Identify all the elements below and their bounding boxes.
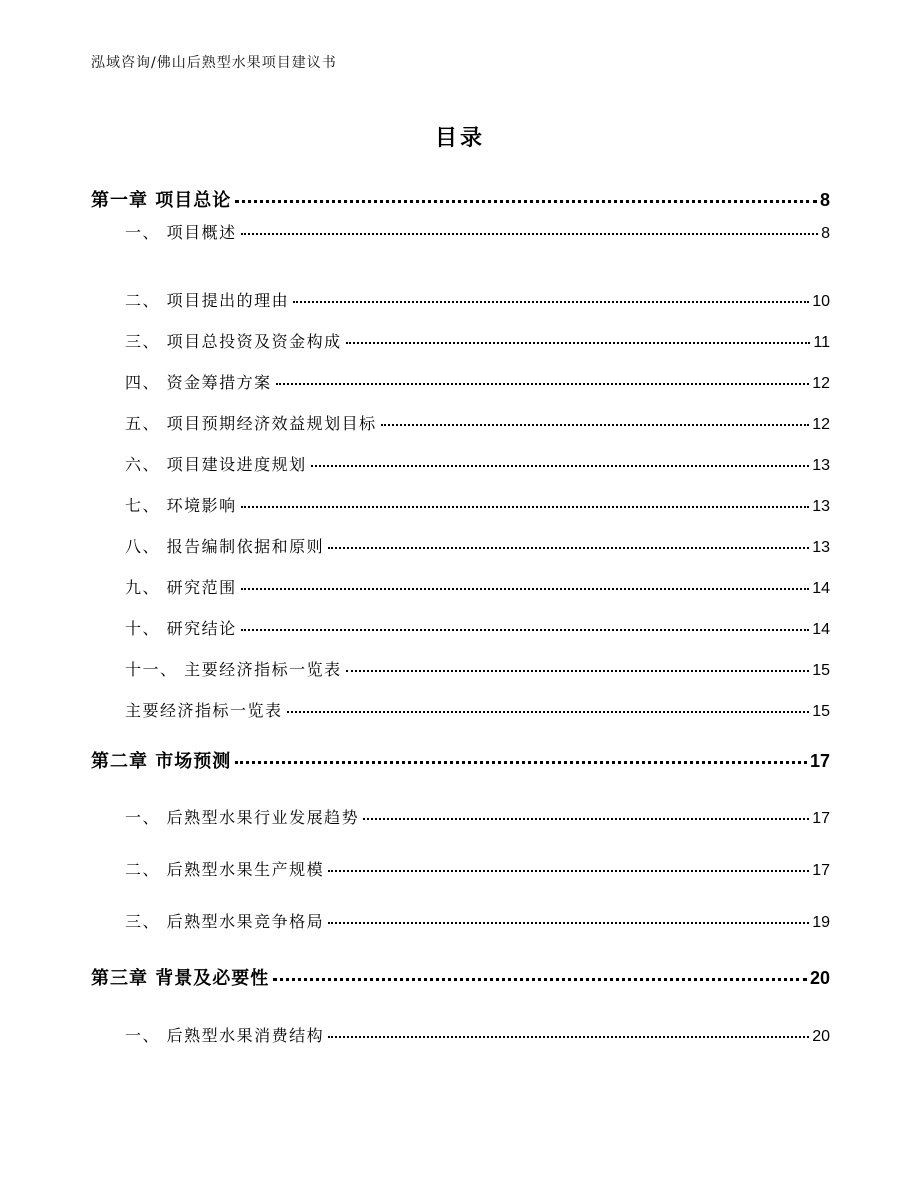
dot-leader <box>273 978 807 981</box>
dot-leader <box>235 200 817 203</box>
toc-section-label: 一、 后熟型水果消费结构 <box>125 1026 325 1045</box>
toc-section-label: 三、 后熟型水果竞争格局 <box>125 912 325 931</box>
dot-leader <box>328 870 809 872</box>
document-header: 泓域咨询/佛山后熟型水果项目建议书 <box>91 55 337 71</box>
dot-leader <box>328 547 809 549</box>
toc-section-label: 一、 后熟型水果行业发展趋势 <box>125 808 360 827</box>
toc-section-label: 三、 项目总投资及资金构成 <box>125 332 342 351</box>
toc-section-label: 主要经济指标一览表 <box>125 701 283 720</box>
toc-page-number: 13 <box>812 498 830 515</box>
toc-section[interactable] <box>125 534 830 557</box>
dot-leader <box>276 383 810 385</box>
dot-leader <box>346 670 810 672</box>
toc-section[interactable] <box>125 805 830 828</box>
dot-leader <box>346 342 811 344</box>
toc-page-number: 14 <box>812 621 830 638</box>
toc-section[interactable] <box>125 288 830 311</box>
toc-page-number: 8 <box>821 225 830 242</box>
toc-page-number: 17 <box>809 751 830 771</box>
toc-section-label: 十一、 主要经济指标一览表 <box>125 660 342 679</box>
toc-page-number: 20 <box>812 1028 830 1045</box>
toc-page-number: 8 <box>819 190 830 210</box>
toc-section-label: 五、 项目预期经济效益规划目标 <box>125 414 377 433</box>
toc-section[interactable] <box>125 575 830 598</box>
toc-section[interactable] <box>125 616 830 639</box>
toc-section-label: 六、 项目建设进度规划 <box>125 455 307 474</box>
toc-section-label: 二、 项目提出的理由 <box>125 291 290 310</box>
dot-leader <box>287 711 810 713</box>
toc-section-label: 一、 项目概述 <box>125 223 237 242</box>
toc-section-label: 二、 后熟型水果生产规模 <box>125 860 325 879</box>
dot-leader <box>241 588 810 590</box>
toc-page-number: 19 <box>812 914 830 931</box>
toc-page-number: 17 <box>812 862 830 879</box>
toc-section-label: 十、 研究结论 <box>125 619 237 638</box>
dot-leader <box>328 922 809 924</box>
dot-leader <box>241 506 810 508</box>
toc-section[interactable] <box>125 329 830 352</box>
dot-leader <box>241 233 819 235</box>
toc-section[interactable] <box>125 1023 830 1046</box>
toc-section[interactable] <box>125 857 830 880</box>
toc-section[interactable] <box>125 657 830 680</box>
dot-leader <box>241 629 810 631</box>
toc-section-label: 九、 研究范围 <box>125 578 237 597</box>
dot-leader <box>235 761 807 764</box>
toc-chapter-3[interactable] <box>91 964 830 990</box>
toc-page-number: 12 <box>812 416 830 433</box>
dot-leader <box>381 424 810 426</box>
toc-title: 目录 <box>434 126 485 151</box>
toc-chapter-label: 第三章 背景及必要性 <box>91 968 270 989</box>
toc-page-number: 14 <box>812 580 830 597</box>
toc-section-label: 八、 报告编制依据和原则 <box>125 537 325 556</box>
toc-section[interactable] <box>125 411 830 434</box>
toc-section[interactable] <box>125 909 830 932</box>
dot-leader <box>293 301 809 303</box>
dot-leader <box>363 818 809 820</box>
dot-leader <box>311 465 810 467</box>
toc-page-number: 17 <box>812 810 830 827</box>
toc-chapter-1[interactable] <box>91 186 830 212</box>
toc-page-number: 13 <box>812 457 830 474</box>
toc-section-label: 四、 资金筹措方案 <box>125 373 272 392</box>
toc-chapter-label: 第二章 市场预测 <box>91 751 232 772</box>
toc-section[interactable] <box>125 698 830 721</box>
toc-page-number: 12 <box>812 375 830 392</box>
toc-section-label: 七、 环境影响 <box>125 496 237 515</box>
toc-section[interactable] <box>125 220 830 243</box>
toc-chapter-2[interactable] <box>91 747 830 773</box>
toc-page-number: 11 <box>813 334 830 351</box>
toc-section[interactable] <box>125 493 830 516</box>
toc-page-number: 13 <box>812 539 830 556</box>
toc-page-number: 15 <box>812 703 830 720</box>
dot-leader <box>328 1036 809 1038</box>
toc-section[interactable] <box>125 370 830 393</box>
toc-section[interactable] <box>125 452 830 475</box>
toc-page-number: 10 <box>812 293 830 310</box>
toc-page-number: 15 <box>812 662 830 679</box>
toc-chapter-label: 第一章 项目总论 <box>91 190 232 211</box>
toc-page-number: 20 <box>809 968 830 988</box>
